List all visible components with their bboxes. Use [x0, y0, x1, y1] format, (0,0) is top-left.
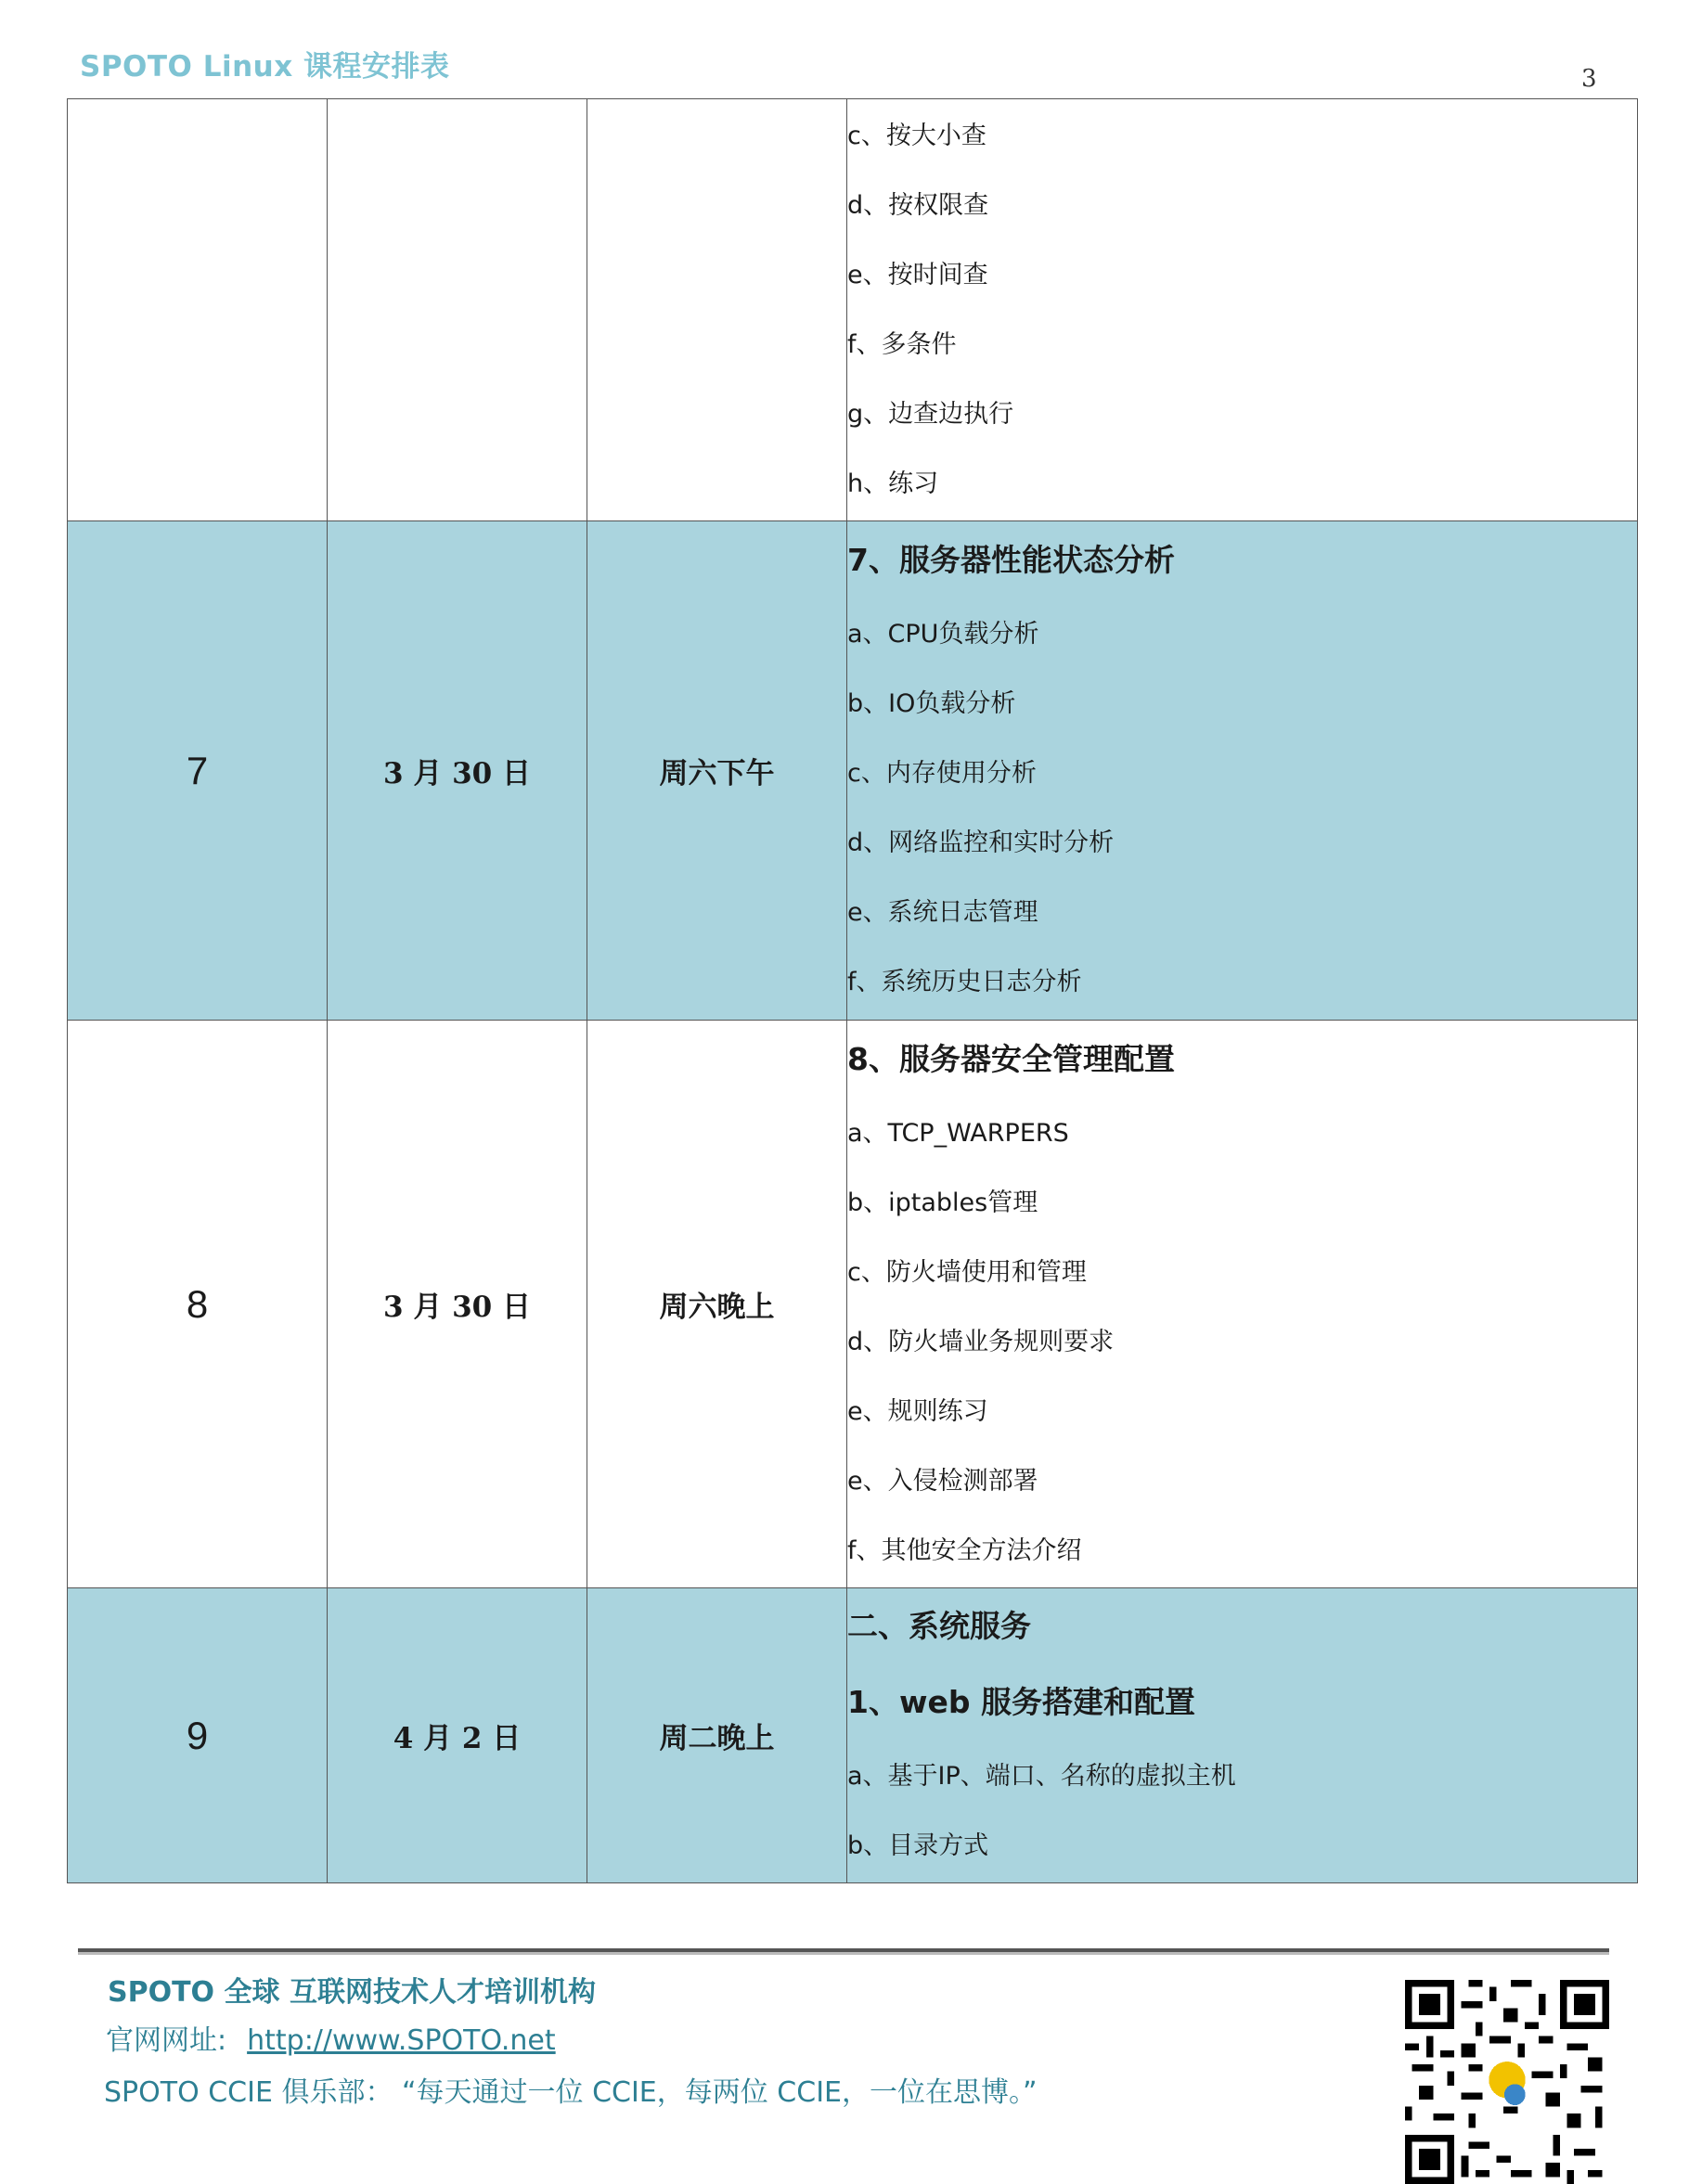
qr-code-icon — [1405, 1980, 1609, 2184]
session-content-cell — [847, 1021, 1638, 1588]
topic-heading: 7、服务器性能状态分析 — [847, 542, 1175, 578]
website-label: 官网网址: — [106, 2024, 227, 2057]
topic-item: d、防火墙业务规则要求 — [847, 1327, 1115, 1356]
footer-org-line: SPOTO 全球 互联网技术人才培训机构 — [108, 1976, 596, 2009]
topic-item: c、内存使用分析 — [847, 759, 1037, 788]
topic-item: d、按权限查 — [847, 190, 989, 220]
topic-item: h、练习 — [847, 469, 939, 498]
course-schedule-table — [67, 98, 1638, 1883]
document-title: SPOTO Linux 课程安排表 — [80, 50, 450, 84]
topic-item: b、iptables管理 — [847, 1188, 1038, 1217]
table-row — [68, 1588, 1638, 1883]
topic-item: a、基于IP、端口、名称的虚拟主机 — [847, 1762, 1236, 1791]
topic-item: e、入侵检测部署 — [847, 1466, 1038, 1496]
footer-club-line: SPOTO CCIE 俱乐部： “每天通过一位 CCIE，每两位 CCIE，一位在思博。” — [104, 2076, 1038, 2109]
footer-website-line — [106, 2017, 556, 2058]
topic-item: b、IO负载分析 — [847, 689, 1016, 718]
session-date-cell — [328, 99, 587, 521]
session-number-cell: 7 — [68, 521, 328, 1021]
topic-item: c、防火墙使用和管理 — [847, 1257, 1087, 1287]
table-row — [68, 1021, 1638, 1588]
topic-item: b、目录方式 — [847, 1831, 989, 1860]
topic-item: e、系统日志管理 — [847, 898, 1038, 927]
page-number: 3 — [1581, 65, 1597, 93]
topic-item: f、其他安全方法介绍 — [847, 1535, 1082, 1565]
session-time-cell: 周六晚上 — [587, 1021, 847, 1588]
session-time-cell — [587, 99, 847, 521]
session-content-cell — [847, 521, 1638, 1021]
session-number-cell: 9 — [68, 1588, 328, 1883]
topic-item: a、CPU负载分析 — [847, 620, 1039, 649]
session-date-cell: 3 月 30 日 — [328, 1021, 587, 1588]
table-row — [68, 521, 1638, 1021]
topic-item: d、网络监控和实时分析 — [847, 829, 1115, 857]
session-number-cell: 8 — [68, 1021, 328, 1588]
session-date-cell: 3 月 30 日 — [328, 521, 587, 1021]
session-date-cell: 4 月 2 日 — [328, 1588, 587, 1883]
session-time-cell: 周二晚上 — [587, 1588, 847, 1883]
topic-item: e、规则练习 — [847, 1396, 988, 1426]
topic-item: c、按大小查 — [847, 121, 986, 150]
footer-divider — [78, 1948, 1609, 1955]
session-content-cell — [847, 1588, 1638, 1883]
section-heading: 二、系统服务 — [847, 1608, 1031, 1644]
topic-item: f、系统历史日志分析 — [847, 968, 1082, 996]
session-content-cell — [847, 99, 1638, 521]
topic-item: g、边查边执行 — [847, 399, 1014, 429]
session-time-cell: 周六下午 — [587, 521, 847, 1021]
topic-item: f、多条件 — [847, 329, 957, 359]
table-row — [68, 99, 1638, 521]
topic-heading: 8、服务器安全管理配置 — [847, 1040, 1175, 1077]
topic-heading: 1、web 服务搭建和配置 — [847, 1684, 1195, 1720]
website-link[interactable]: http://www.SPOTO.net — [247, 2024, 556, 2057]
session-number-cell — [68, 99, 328, 521]
topic-item: a、TCP_WARPERS — [847, 1118, 1069, 1148]
topic-item: e、按时间查 — [847, 260, 988, 289]
